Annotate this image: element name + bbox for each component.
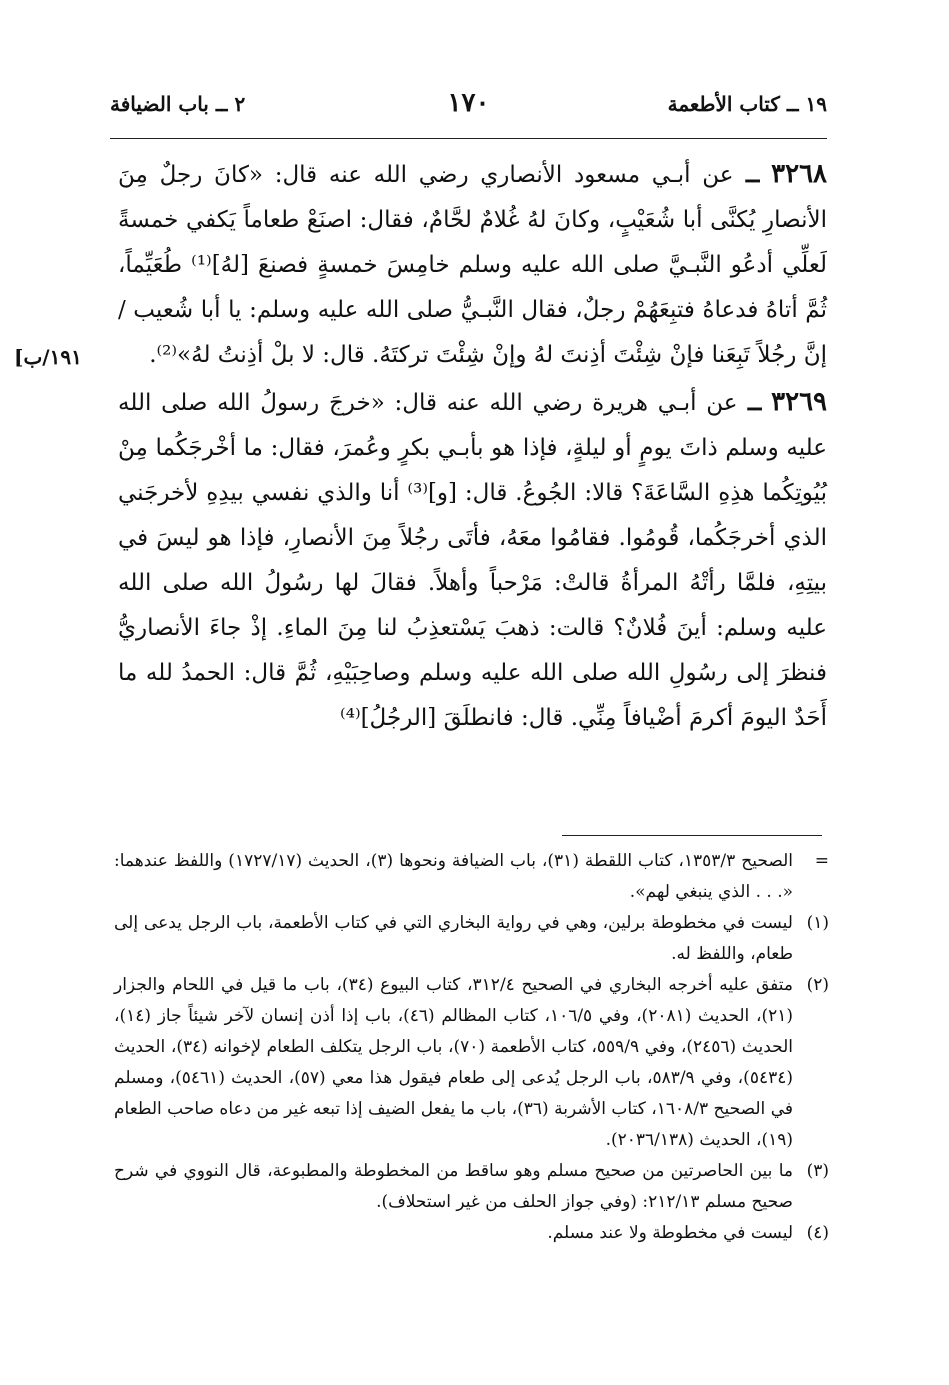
footnote	[114, 1156, 829, 1218]
hadith-number: ٣٢٦٨	[771, 159, 828, 189]
footnote-mark: =	[814, 851, 829, 871]
footnote-mark: (٤)	[806, 1223, 829, 1243]
hadith-text: عن أبـي هريرة رضي الله عنه قال: «خرجَ رسولُ الله صلى الله عليه وسلم ذاتَ يومٍ أو ليلةٍ، فإذا هو بأبـي بكرٍ وعُمرَ، فقال: ما أخْرجَكُما مِنْ بُيُوتِكُما هذِهِ السَّاعَةَ؟ قالا: الجُوعُ. قال: [و]⁽³⁾ أنا والذي نفسي بيدِهِ لأخرجَني الذي أخرجَكُما، قُومُوا. فقامُوا معَهُ، فأتَى رجُلاً مِنَ الأنصارِ، فإذا هو ليسَ في بيتِهِ، فلمَّا رأتْهُ المرأةُ قالتْ: مَرْحباً وأهلاً. فقالَ لها رسُولُ الله صلى الله عليه وسلم: أينَ فُلانٌ؟ قالت: ذهبَ يَسْتعذِبُ لنا مِنَ الماءِ. إذْ جاءَ الأنصاريُّ فنظرَ إلى رسُولِ الله صلى الله عليه وسلم وصاحِبَيْهِ، ثُمَّ قال: الحمدُ لله ما أَحَدٌ اليومَ أكرمَ أضْيافاً مِنِّي. قال: فانطلَقَ [الرجُلُ]⁽⁴⁾	[118, 390, 827, 731]
main-text	[118, 152, 827, 741]
manuscript-folio-marker: ١٩١/ب]	[14, 345, 82, 369]
hadith-number: ٣٢٦٩	[771, 387, 827, 417]
running-header	[110, 88, 827, 128]
footnote-mark: (١)	[806, 913, 829, 933]
footnote-text: متفق عليه أخرجه البخاري في الصحيح ٣١٢/٤، كتاب البيوع (٣٤)، باب ما قيل في اللحام والجزار (٢١)، الحديث (٢٠٨١)، وفي ١٠٦/٥، كتاب المظالم (٤٦)، باب إذا أذن إنسان لآخر شيئاً جاز (١٤)، الحديث (٢٤٥٦)، وفي ٥٥٩/٩، كتاب الأطعمة (٧٠)، باب الرجل يتكلف الطعام لإخوانه (٣٤)، الحديث (٥٤٣٤)، وفي ٥٨٣/٩، باب الرجل يُدعى إلى طعام فيقول هذا معي (٥٧)، الحديث (٥٤٦١)، ومسلم في الصحيح ١٦٠٨/٣، كتاب الأشربة (٣٦)، باب ما يفعل الضيف إذا تبعه غير من دعاه صاحب الطعام (١٩)، الحديث (٢٠٣٦/١٣٨).	[114, 975, 793, 1150]
footnote	[114, 970, 829, 1156]
hadith-text: عن أبـي مسعود الأنصاري رضي الله عنه قال: «كانَ رجلٌ مِنَ الأنصارِ يُكنَّى أبا شُعَيْبٍ، وكانَ لهُ غُلامٌ لحَّامٌ، فقال: اصنَعْ طعاماً يَكفي خمسةً لَعلِّي أدعُو النَّبـيَّ صلى الله عليه وسلم خامِسَ خمسةٍ فصنعَ [لهُ]⁽¹⁾ طُعَيِّماً، ثُمَّ أتاهُ فدعاهُ فتبِعَهُمْ رجلٌ، فقال النَّبـيُّ صلى الله عليه وسلم: يا أبا شُعيب / إنَّ رجُلاً تَبِعَنا فإنْ شِئْتَ أذِنتَ لهُ وإنْ شِئْتَ تركتَهُ. قال: لا بلْ أذِنتُ لهُ»⁽²⁾.	[118, 162, 828, 368]
chapter-title: ١٩ ــ كتاب الأطعمة	[667, 92, 827, 116]
footnote-text: الصحيح ١٣٥٣/٣، كتاب اللقطة (٣١)، باب الضيافة ونحوها (٣)، الحديث (١٧٢٧/١٧) واللفظ عندهما: «. . . الذي ينبغي لهم».	[114, 851, 793, 902]
hadith-dash: ــ	[737, 389, 762, 416]
footnote-mark: (٢)	[806, 975, 829, 995]
hadith-paragraph	[118, 152, 827, 378]
footnote-text: ما بين الحاصرتين من صحيح مسلم وهو ساقط من المخطوطة والمطبوعة، قال النووي في شرح صحيح مسلم ٢١٢/١٣: (وفي جواز الحلف من غير استحلاف).	[114, 1161, 793, 1212]
hadith-paragraph	[118, 380, 827, 741]
footnote-divider	[562, 835, 822, 836]
page-number: ١٧٠	[447, 88, 490, 118]
hadith-dash: ــ	[733, 161, 760, 188]
footnotes	[114, 846, 829, 1249]
footnote-mark: (٣)	[806, 1161, 829, 1181]
footnote-text: ليست في مخطوطة برلين، وهي في رواية البخاري التي في كتاب الأطعمة، باب الرجل يدعى إلى طعام، واللفظ له.	[114, 913, 793, 964]
footnote	[114, 846, 829, 908]
section-title: ٢ ــ باب الضيافة	[110, 92, 246, 116]
footnote	[114, 1218, 829, 1249]
header-divider	[110, 138, 827, 139]
footnote-text: ليست في مخطوطة ولا عند مسلم.	[547, 1223, 793, 1243]
footnote	[114, 908, 829, 970]
